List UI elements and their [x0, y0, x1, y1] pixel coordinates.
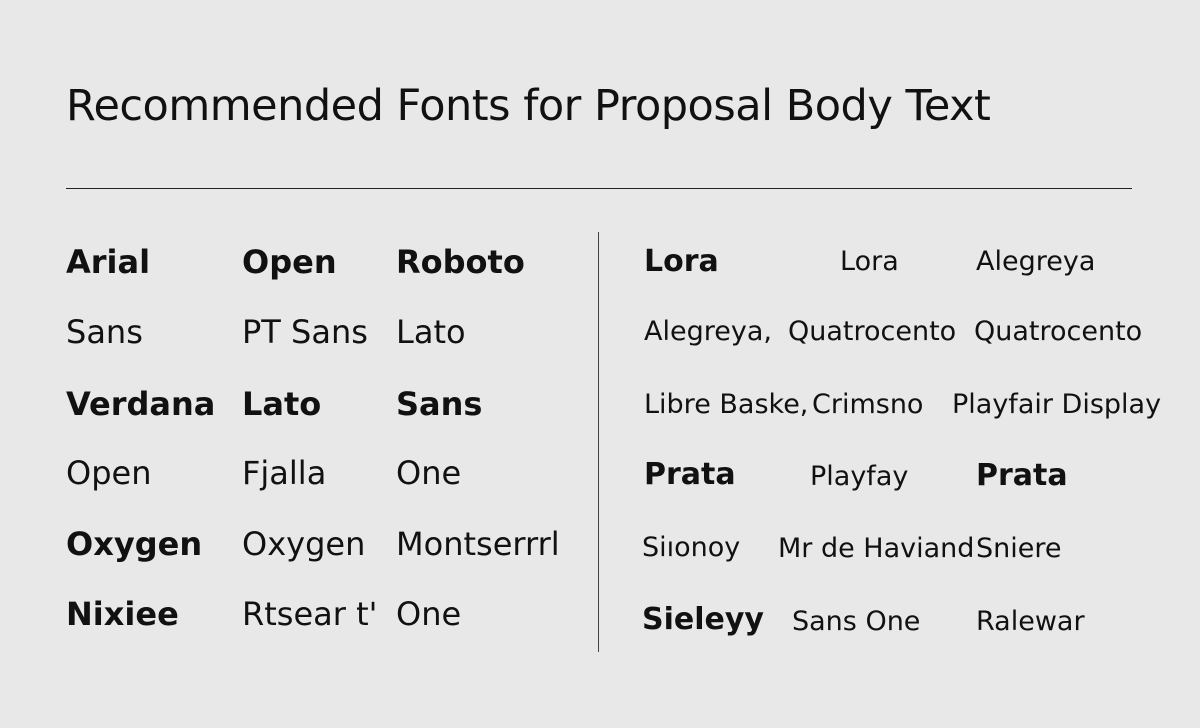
- font-name: Open: [66, 454, 152, 492]
- font-name: Ralewar: [976, 606, 1085, 637]
- font-name: Verdana: [66, 385, 216, 423]
- font-name: Sans One: [792, 606, 921, 637]
- font-name: Libre Baske,: [644, 389, 809, 420]
- font-name: Sieleyy: [642, 602, 764, 637]
- font-name: Fjalla: [242, 454, 327, 492]
- font-name: Lora: [644, 244, 719, 279]
- font-name: Nixiee: [66, 595, 179, 633]
- column-divider: [598, 232, 599, 652]
- font-name: Oxygen: [242, 525, 366, 563]
- font-name: Lato: [242, 385, 322, 423]
- page-title: Recommended Fonts for Proposal Body Text: [66, 81, 991, 131]
- font-name: Sniere: [976, 533, 1062, 564]
- font-name: Roboto: [396, 243, 525, 281]
- font-name: Prata: [976, 458, 1068, 493]
- font-name: Sans: [396, 385, 483, 423]
- font-name: Crimsno: [812, 389, 924, 420]
- font-name: One: [396, 454, 462, 492]
- font-name: Alegreya: [976, 246, 1096, 277]
- font-name: Quatrocento: [788, 316, 957, 347]
- font-name: Siıonoy: [642, 532, 741, 563]
- font-name: Mr de Haviand: [778, 533, 975, 564]
- font-name: Lora: [840, 246, 899, 277]
- font-name: Alegreya,: [644, 316, 772, 347]
- font-name: Montserrrl: [396, 525, 560, 563]
- font-name: Rtsear t': [242, 595, 378, 633]
- font-name: PT Sans: [242, 313, 368, 351]
- title-divider: [66, 188, 1132, 189]
- font-name: Sans: [66, 313, 143, 351]
- font-name: Oxygen: [66, 525, 203, 563]
- font-name: Quatrocento: [974, 316, 1143, 347]
- font-name: Prata: [644, 457, 736, 492]
- font-name: Playfair Display: [952, 389, 1162, 420]
- font-name: Open: [242, 243, 337, 281]
- font-name: Lato: [396, 313, 466, 351]
- font-name: Arial: [66, 243, 151, 281]
- font-name: Playfay: [810, 461, 909, 492]
- font-name: One: [396, 595, 462, 633]
